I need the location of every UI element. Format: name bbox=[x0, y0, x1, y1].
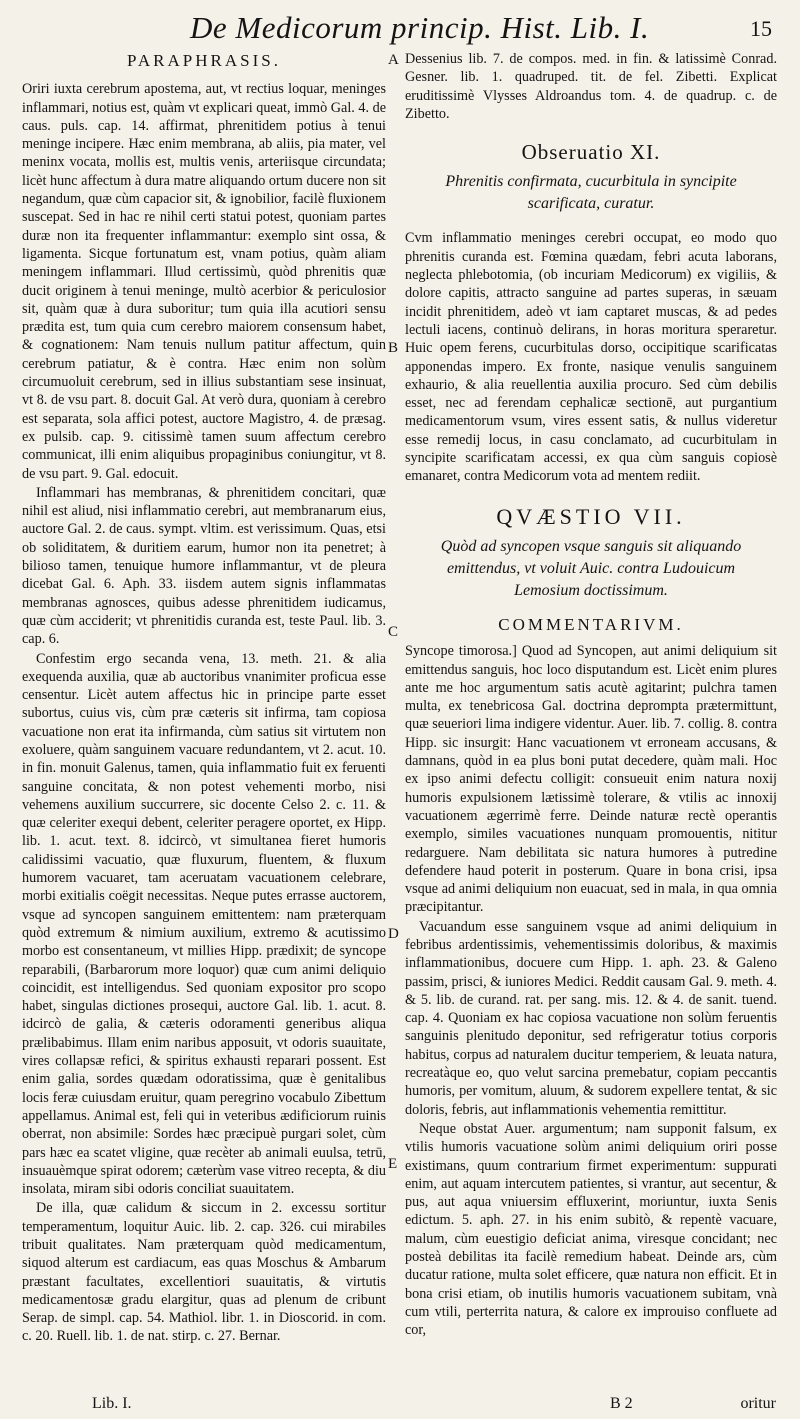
footer-signature-mark: B 2 bbox=[610, 1395, 633, 1412]
margin-letter-a: A bbox=[388, 52, 399, 68]
paraphrasis-heading: PARAPHRASIS. bbox=[127, 51, 281, 70]
observatio-caption: Phrenitis confirmata, cucurbitula in syncipite scarificata, curatur. bbox=[445, 173, 737, 213]
footer-book-label: Lib. I. bbox=[92, 1395, 132, 1412]
margin-letter-e: E bbox=[388, 1156, 398, 1172]
left-paragraph-4: De illa, quæ calidum & siccum in 2. excessu sortitur temperamentum, loquitur Auic. lib. 2. cap. 326. cui mirabiles tribuit qualitates. Nam præterquam quòd medicamentum, siquod alterum est cardiacum, eas quas Moschus & Ambarum præstant facultates, excellentiori suauitatis, & virtutis medicamentosæ gradu elargitur, quas ad plenum de cribunt Serap. de simpl. cap. 54. Mathiol. libr. 1. in Dioscorid. in com. c. 20. Ruell. lib. 1. de nat. stirp. c. 27. Bernar. bbox=[22, 1200, 386, 1345]
quaestio-caption: Quòd ad syncopen vsque sanguis sit aliquando emittendus, vt voluit Auic. contra Ludouicum Lemosium doctissimum. bbox=[440, 537, 742, 599]
margin-letter-c: C bbox=[388, 624, 399, 640]
observatio-title: Obseruatio XI. bbox=[521, 140, 661, 165]
running-title: De Medicorum princip. Hist. Lib. I. bbox=[190, 10, 650, 45]
left-paragraph-1: Oriri iuxta cerebrum apostema, aut, vt rectius loquar, meninges inflammari, notius est, quàm vt explicari queat, immò Gal. 4. de caus. puls. cap. 14. affirmat, phrenitidem potius à tenui meninge incipere. Hæc enim membrana, ab aliis, pia mater, vel meninx vocata, mollis est, multis venis, arteriisque circundata; licèt hunc affectum à dura matre aliquando ortum ducere non sit negandum, quæ cùm capacior sit, & ignobilior, facilè fluxionem suscepat. Sed in hac re nihil certi statui potest, quoniam partes duræ non ita frequenter inflammantur: exemplo sint ossa, & ligamenta. Sicque fortunatum est, vnam potius, quàm aliam meningem inflammari. Illud certissimù, quòd phrenitis quæ ducit originem à tenui meninge, multò acerbior & periculosior sit, quàm quæ à dura suboritur; tum quia illa acutiori sensu prædita est, tum quia cum cerebro maiorem consensum habet, & cognationem: Nam tenuis nullum patitur affectum, quin cerebrum patiatur, & è contra. Hæc enim non solùm circumuoluit cerebrum, sed in illius substantiam sese insinuat, vt 8. de vsu part. 8. docuit Gal. At verò dura, quoniam à cerebro est separata, sola affici potest, auctore Magistro, 4. de præsag. ex pulsib. cap. 9. citissimè tamen suum affectum cerebro communicat, illi enim aliquibus propaginibus coniungitur, vt 8. de vsu part. 9. Gal. edocuit. bbox=[22, 81, 386, 482]
commentarium-paragraph-3: Neque obstat Auer. argumentum; nam supponit falsum, ex vtilis humoris vacuatione solùm animi deliquium oriri posse existimans, quum contrarium firmet experimentum: suppurati enim, aut aquam intercutem patientes, si vrantur, aut secentur, & pus, aut aqua vniuersim effluxerint, moriuntur, iuxta Senis edictum. 5. aph. 27. in his enim subitò, & repentè vacuare, malum, cùm euestigio deficiat anima, viresque concidant; nec posteà debilitas ita facilè remedium habeat. Deinde ars, cùm ducatur ratione, multa solet efficere, quæ natura non efficit. Et in bona crisi etiam, ob inutilis humoris vacuationem subitam, vnà cum vtili, perterrita natura, & calore ex improuiso confluete ad cor, bbox=[405, 1120, 777, 1339]
margin-letter-b: B bbox=[388, 340, 399, 356]
commentarium-paragraph-2: Vacuandum esse sanguinem vsque ad animi deliquium in febribus ardentissimis, vehementissimis doloribus, & maximis inflammationibus, docuere cum Hipp. 1. aph. 23. & Galeno passim, prisci, & iuniores Medici. Reddit causam Gal. 9. meth. 4. & 5. lib. de curand. rat. per sang. mis. 12. & 4. de sanit. tuend. cap. 4. Quoniam ex hac copiosa vacuatione non solùm feruentis sanguinis plenitudo deponitur, sed refrigeratur totius corporis habitus, corpus ad naturalem ducitur temperiem, & leuata natura, recreatàque eo, quo velut sarcina premebatur, copiam peccantis humoris, per vomitum, aluum, & sudorem expellere tentat, & sic doloris, febris, aut inflammationis vehementia remittitur. bbox=[405, 918, 777, 1118]
footer-catchword: oritur bbox=[740, 1395, 776, 1412]
commentarium-heading: COMMENTARIVM. bbox=[498, 614, 684, 634]
margin-letter-d: D bbox=[388, 926, 399, 942]
right-intro-paragraph: Dessenius lib. 7. de compos. med. in fin. & latissimè Conrad. Gesner. lib. 1. quadruped. tit. de fel. Zibetti. Explicat eruditissimè Vlysses Aldroandus tom. 4. de quadrup. c. de Zibetto. bbox=[405, 51, 777, 122]
page-header bbox=[0, 2, 800, 46]
left-paragraph-2: Inflammari has membranas, & phrenitidem concitari, quæ nihil est aliud, nisi inflammatio cerebri, aut membranarum eius, auctore Gal. 2. de caus. sympt. vltim. est verissimum. Quas, etsi ob soliditatem, & duritiem earum, humor non ita penetret; à bilioso tamen, tenuique humore inflammantur, vt de pleura dicebat Gal. 6. Aph. 33. iisdem autem signis inflammatas membranas agnosces, quibus adesse phrenitidem iudicamus, quæ cùm acciderit; vt phrenitidis curanda est, teste Paul. lib. 3. cap. 6. bbox=[22, 484, 386, 648]
quaestio-title: QVÆSTIO VII. bbox=[496, 503, 686, 529]
left-column bbox=[22, 50, 386, 1375]
right-column bbox=[405, 50, 777, 1375]
commentarium-paragraph-1: Syncope timorosa.] Quod ad Syncopen, aut animi deliquium sit emittendus sanguis, hoc loco disputandum est. Licèt enim plures ante me hoc argumentum satis acutè agitarint; pulchra tamen multa, ex tenebricosa Gal. doctrina deprompta prætermittunt, quæ seueriori lima indigere videntur. Auer. lib. 7. collig. 8. contra Hipp. sic insurgit: Hanc vacuationem vt erroneam accusans, & damnans, quòd in ea plus boni putat decedere, quàm mali. Hoc ex ipso animi defectu colligit: consueuit enim natura noxij humoris expulsionem lætissimè tolerare, & vtilis ac innoxij vacuationem ægerrimè ferre. Deinde naturæ rectè operantis exemplo, similes vacuationes nunquam promouentis, nititur redarguere. Nam debilitata sic natura humores à putredine defendere haud poterit in posterum. Quare in bona crisi, ipsa vsque ad animi deliquium non euacuat, sed in mala, in qua omnia præcipitantur. bbox=[405, 643, 777, 916]
left-paragraph-3: Confestim ergo secanda vena, 13. meth. 21. & alia exequenda auxilia, quæ ab auctoribus vnanimiter proficua esse censentur. Licèt autem affectus hic in principe parte esset subortus, cuius vis, cùm præ cæteris sit infirma, tam copiosa vacuatione non erat ita infirmanda, cùm satius sit virtutem non exoluere, quàm sanguinem vacuare redundantem, vt 2. acut. 10. in fin. monuit Galenus, tamen, quia inflammatio fuit ex feruenti sanguine concitata, & non potest vehementi morbo, nisi vehemens auxilium succurrere, sic docente Celso 2. c. 11. & quæ celeriter exequi debent, celeriter peragere oportet, ex Hipp. lib. 1. acut. text. 8. idcircò, vt simultanea fieret humoris calidissimi vacuatio, quæ fluxurum, fluentem, & fluxum humorem vacuaret, tam aceruatam vacuationem celebrare, morbi exitialis coëgit necessitas. Neque putes errasse auctorem, vsque ad syncopen sanguinem emittentem: nam præterquam quòd extremum & nimium auxilium, extremo & acutissimo morbo est consentaneum, vt millies Hipp. prædixit; de syncope reparabili, (Barbarorum more loquor) quæ cum animi deliquio coincidit, est intelligendus. Sed quoniam expositor pro scopo habet, singulas dictiones prosequi, auctore Gal. lib. 1. acut. 8. idcircò de galia, & cæteris odoramenti generibus aliqua prælibabimus. Illam enim naribus apposuit, vt odoris suauitate, vires collapsæ refici, & spiritus exhausti reparari possent. Est enim galia, sordes quædam odoratissima, quæ è genitalibus locis feræ cuiusdam eruitur, quam peregrino vocabulo Zibettum appellamus. Animal est, feli qui in veteribus ædificiorum ruinis oberrat, non absimile: Sordes hæc præcipuè purgari solet, cùm pars hæc ea scatet vligine, quæ recèter ab animali euulsa, tetrū, insuauèmque spirat odorem; cæterùm vase vitreo recepta, & diu insolata, miram sibi odoris conciliat suauitatem. bbox=[22, 650, 386, 1198]
page-number: 15 bbox=[750, 16, 772, 41]
observatio-paragraph: Cvm inflammatio meninges cerebri occupat, eo modo quo phrenitis curanda est. Fœmina quædam, febri acuta laborans, neglecta phlebotomia, (ob incuriam Medicorum) ex vigiliis, & dolore capitis, attracto sanguine ad partes superas, in sæuam incidit phrenitidem, adeò vt iam captaret muscas, & ad pedes lectuli iacens, continuò delirans, in horas moritura speraretur. Huic opem ferens, cucurbitulas dorso, occipitique scarificatas apponendas impero. Ex fronte, nasique venulis sanguinem exhaurio, & alia reuellentia auxilia procuro. Sed cùm debilis esset, nec ad ferendam cephalicæ sectionē, aut purgantium medicamentorum vsum, vires essent satis, & nullus videretur esse remedij locus, in casu conclamato, ad cucurbitulam in syncipite scarificatam accessi, ex qua cùm sanguis copiosè emanaret, contra Medicorum vota ad mentem rediit. bbox=[405, 230, 777, 485]
